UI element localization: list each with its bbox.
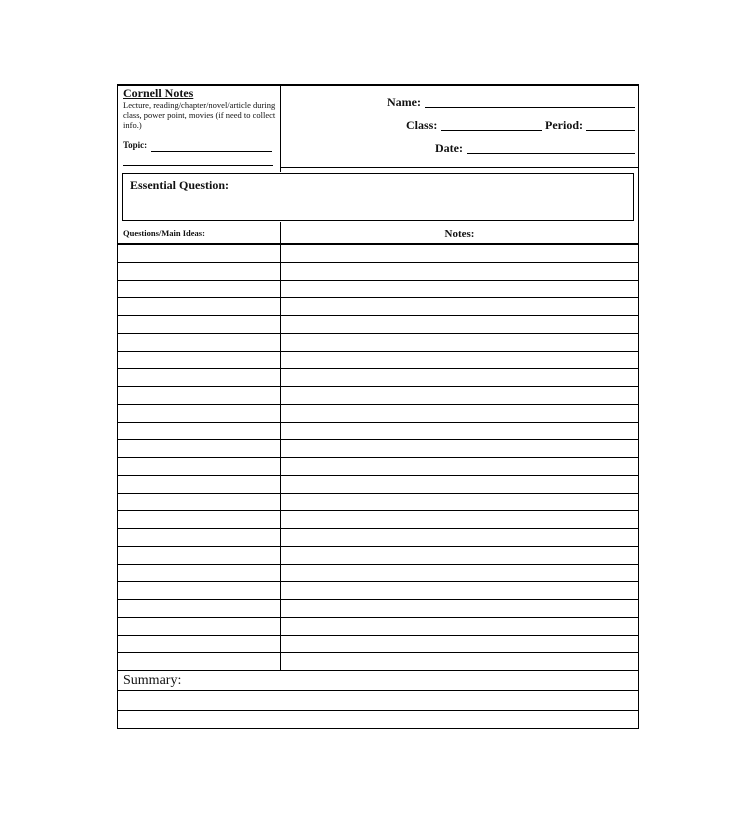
class-line[interactable] — [441, 130, 542, 131]
essential-question-label: Essential Question: — [130, 178, 230, 192]
notes-cell[interactable] — [281, 369, 638, 386]
note-row — [118, 369, 638, 387]
notes-cell[interactable] — [281, 334, 638, 351]
note-row — [118, 387, 638, 405]
notes-cell[interactable] — [281, 511, 638, 528]
question-cell[interactable] — [118, 565, 281, 582]
notes-cell[interactable] — [281, 423, 638, 440]
note-row — [118, 334, 638, 352]
notes-cell[interactable] — [281, 263, 638, 280]
topic-line-2[interactable] — [123, 165, 273, 166]
note-row — [118, 511, 638, 529]
notes-cell[interactable] — [281, 316, 638, 333]
note-row — [118, 263, 638, 281]
essential-question-box[interactable] — [122, 173, 634, 221]
note-row — [118, 245, 638, 263]
header-info-box — [118, 86, 281, 172]
question-cell[interactable] — [118, 494, 281, 511]
note-row — [118, 298, 638, 316]
sheet-title: Cornell Notes — [123, 86, 194, 100]
question-cell[interactable] — [118, 618, 281, 635]
summary-section — [118, 671, 638, 731]
note-row — [118, 529, 638, 547]
questions-column-label: Questions/Main Ideas: — [123, 228, 205, 238]
note-row — [118, 565, 638, 583]
question-cell[interactable] — [118, 529, 281, 546]
question-cell[interactable] — [118, 352, 281, 369]
note-row — [118, 618, 638, 636]
note-row — [118, 423, 638, 441]
notes-cell[interactable] — [281, 547, 638, 564]
notes-cell[interactable] — [281, 600, 638, 617]
note-row — [118, 316, 638, 334]
question-cell[interactable] — [118, 423, 281, 440]
summary-header-row[interactable] — [118, 671, 638, 691]
note-rows — [118, 245, 638, 671]
question-cell[interactable] — [118, 334, 281, 351]
notes-cell[interactable] — [281, 636, 638, 653]
notes-cell[interactable] — [281, 352, 638, 369]
question-cell[interactable] — [118, 476, 281, 493]
question-cell[interactable] — [118, 600, 281, 617]
question-cell[interactable] — [118, 582, 281, 599]
note-row — [118, 582, 638, 600]
question-cell[interactable] — [118, 298, 281, 315]
notes-cell[interactable] — [281, 298, 638, 315]
notes-cell[interactable] — [281, 281, 638, 298]
notes-cell[interactable] — [281, 476, 638, 493]
question-cell[interactable] — [118, 547, 281, 564]
question-cell[interactable] — [118, 440, 281, 457]
name-line[interactable] — [425, 107, 635, 108]
notes-cell[interactable] — [281, 618, 638, 635]
note-row — [118, 352, 638, 370]
notes-cell[interactable] — [281, 245, 638, 262]
date-label: Date: — [435, 141, 463, 155]
note-row — [118, 476, 638, 494]
notes-cell[interactable] — [281, 440, 638, 457]
question-cell[interactable] — [118, 316, 281, 333]
date-line[interactable] — [467, 153, 635, 154]
note-row — [118, 405, 638, 423]
notes-cell[interactable] — [281, 387, 638, 404]
question-cell[interactable] — [118, 281, 281, 298]
note-row — [118, 494, 638, 512]
question-cell[interactable] — [118, 405, 281, 422]
question-cell[interactable] — [118, 511, 281, 528]
question-cell[interactable] — [118, 636, 281, 653]
question-cell[interactable] — [118, 458, 281, 475]
question-cell[interactable] — [118, 263, 281, 280]
period-line[interactable] — [586, 130, 635, 131]
note-row — [118, 547, 638, 565]
summary-line[interactable] — [118, 711, 638, 731]
notes-cell[interactable] — [281, 458, 638, 475]
notes-cell[interactable] — [281, 582, 638, 599]
note-row — [118, 653, 638, 671]
questions-column-header — [118, 222, 281, 244]
summary-line[interactable] — [118, 691, 638, 711]
notes-cell[interactable] — [281, 494, 638, 511]
note-row — [118, 636, 638, 654]
note-row — [118, 281, 638, 299]
notes-cell[interactable] — [281, 529, 638, 546]
question-cell[interactable] — [118, 387, 281, 404]
summary-label: Summary: — [123, 673, 182, 688]
question-cell[interactable] — [118, 369, 281, 386]
notes-cell[interactable] — [281, 653, 638, 670]
name-label: Name: — [387, 95, 421, 109]
notes-cell[interactable] — [281, 565, 638, 582]
notes-column-label: Notes: — [444, 228, 475, 240]
summary-lines — [118, 691, 638, 731]
notes-cell[interactable] — [281, 405, 638, 422]
question-cell[interactable] — [118, 653, 281, 670]
note-row — [118, 458, 638, 476]
class-label: Class: — [406, 118, 438, 132]
header-divider — [281, 167, 638, 168]
question-cell[interactable] — [118, 245, 281, 262]
topic-label: Topic: — [123, 140, 148, 150]
note-row — [118, 440, 638, 458]
topic-line[interactable] — [151, 151, 272, 152]
notes-column-header — [281, 222, 638, 244]
sheet-subtitle: Lecture, reading/chapter/novel/article during class, power point, movies (if need to collect info.) — [123, 100, 276, 130]
period-label: Period: — [545, 118, 583, 132]
note-row — [118, 600, 638, 618]
cornell-notes-sheet — [117, 84, 639, 729]
